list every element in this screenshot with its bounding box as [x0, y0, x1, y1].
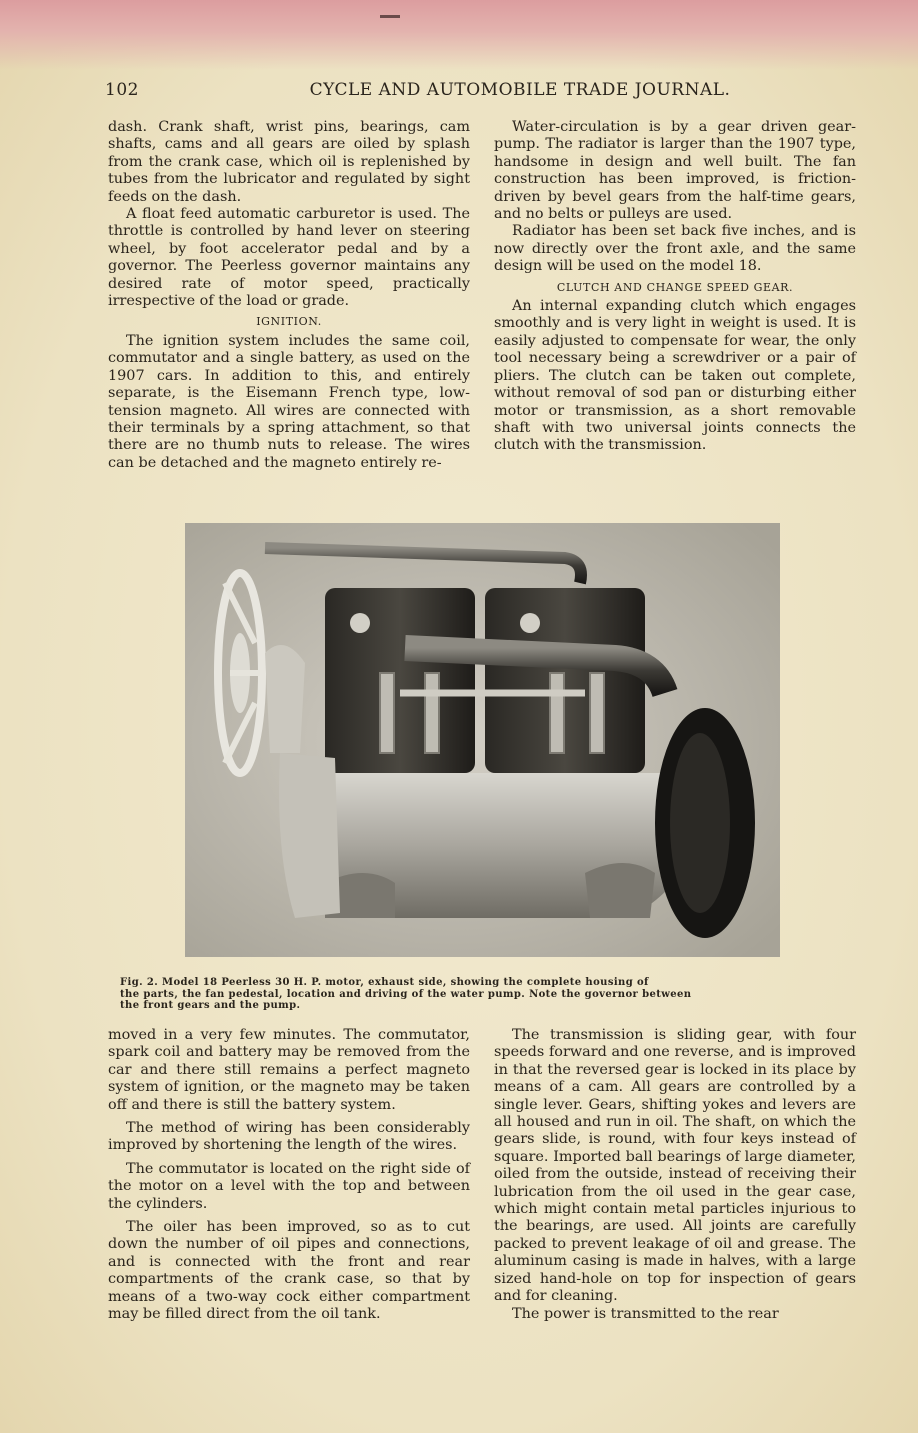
engine-illustration [185, 523, 780, 957]
paragraph: The oiler has been improved, so as to cut down the number of oil pipes and connections, and is connected with the front and rear compartments of the crank case, so that by means of a two-way cock either compartment may be filled direct from the oil tank. [108, 1219, 470, 1323]
page-stain [0, 0, 918, 70]
top-right-column [494, 119, 856, 455]
caption-line: the front gears and the pump. [120, 1000, 301, 1011]
bottom-left-column [108, 1027, 470, 1330]
section-heading: IGNITION. [256, 315, 322, 329]
section-heading: CLUTCH AND CHANGE SPEED GEAR. [556, 280, 794, 294]
paragraph: A float feed automatic carburetor is used. The throttle is controlled by hand lever on steering wheel, by foot accelerator pedal and by a governor. The Peerless governor maintains any desired rate of motor speed, practically irrespective of the load or grade. [108, 206, 470, 310]
paragraph: The commutator is located on the right side of the motor on a level with the top and between the cylinders. [108, 1160, 470, 1212]
paragraph: Radiator has been set back five inches, and is now directly over the front axle, and the same design will be used on the model 18. [494, 223, 856, 275]
paragraph: moved in a very few minutes. The commutator, spark coil and battery may be removed from the car and there still remains a perfect magneto system of ignition, or the magneto may be taken off and there is still the battery system. [108, 1027, 470, 1113]
journal-title: CYCLE AND AUTOMOBILE TRADE JOURNAL. [309, 80, 731, 100]
caption-line: Fig. 2. Model 18 Peerless 30 H. P. motor, exhaust side, showing the complete housing of [120, 977, 649, 988]
running-head [105, 80, 855, 104]
bottom-right-column [494, 1027, 856, 1323]
paragraph: dash. Crank shaft, wrist pins, bearings, cam shafts, cams and all gears are oiled by splash from the crank case, which oil is replenished by tubes from the lubricator and regulated by sight feeds on the dash. [108, 119, 470, 205]
paragraph: The power is transmitted to the rear [512, 1305, 779, 1322]
top-left-column [108, 119, 470, 472]
stain-mark [380, 15, 400, 18]
paragraph: The transmission is sliding gear, with four speeds forward and one reverse, and is improved in that the reversed gear is locked in its place by means of a cam. All gears are controlled by a single lever. Gears, shifting yokes and levers are all housed and run in oil. The shaft, on which the gears slide, is round, with four keys instead of square. Imported ball bearings of large diameter, oiled from the outside, instead of receiving their lubrication from the oil used in the gear case, which might contain metal particles injurious to the bearings, are used. All joints are carefully packed to prevent leakage of oil and grease. The aluminum casing is made in halves, with a large sized hand-hole on top for inspection of gears and for cleaning. [494, 1027, 856, 1305]
paragraph: An internal expanding clutch which engages smoothly and is very light in weight is used. It is easily adjusted to compensate for wear, the only tool necessary being a screwdriver or a pair of pliers. The clutch can be taken out complete, without removal of sod pan or disturbing either motor or transmission, as a short removable shaft with two universal joints connects the clutch with the transmission. [494, 298, 856, 454]
paragraph: Water-circulation is by a gear driven gear-pump. The radiator is larger than the 1907 type, handsome in design and well built. The fan construction has been improved, is friction-driven by bevel gears from the half-time gears, and no belts or pulleys are used. [494, 119, 856, 223]
paragraph: The method of wiring has been considerably improved by shortening the length of the wires. [108, 1120, 470, 1154]
engine-photo [185, 523, 780, 957]
caption-line: the parts, the fan pedestal, location and driving of the water pump. Note the governor between [120, 988, 692, 1000]
page-number: 102 [105, 80, 139, 100]
figure-caption [120, 977, 850, 1012]
paragraph: The ignition system includes the same coil, commutator and a single battery, as used on the 1907 cars. In addition to this, and entirely separate, is the Eisemann French type, low-tension magneto. All wires are connected with their terminals by a spring attachment, so that there are no thumb nuts to release. The wires can be detached and the magneto entirely re- [108, 332, 470, 471]
